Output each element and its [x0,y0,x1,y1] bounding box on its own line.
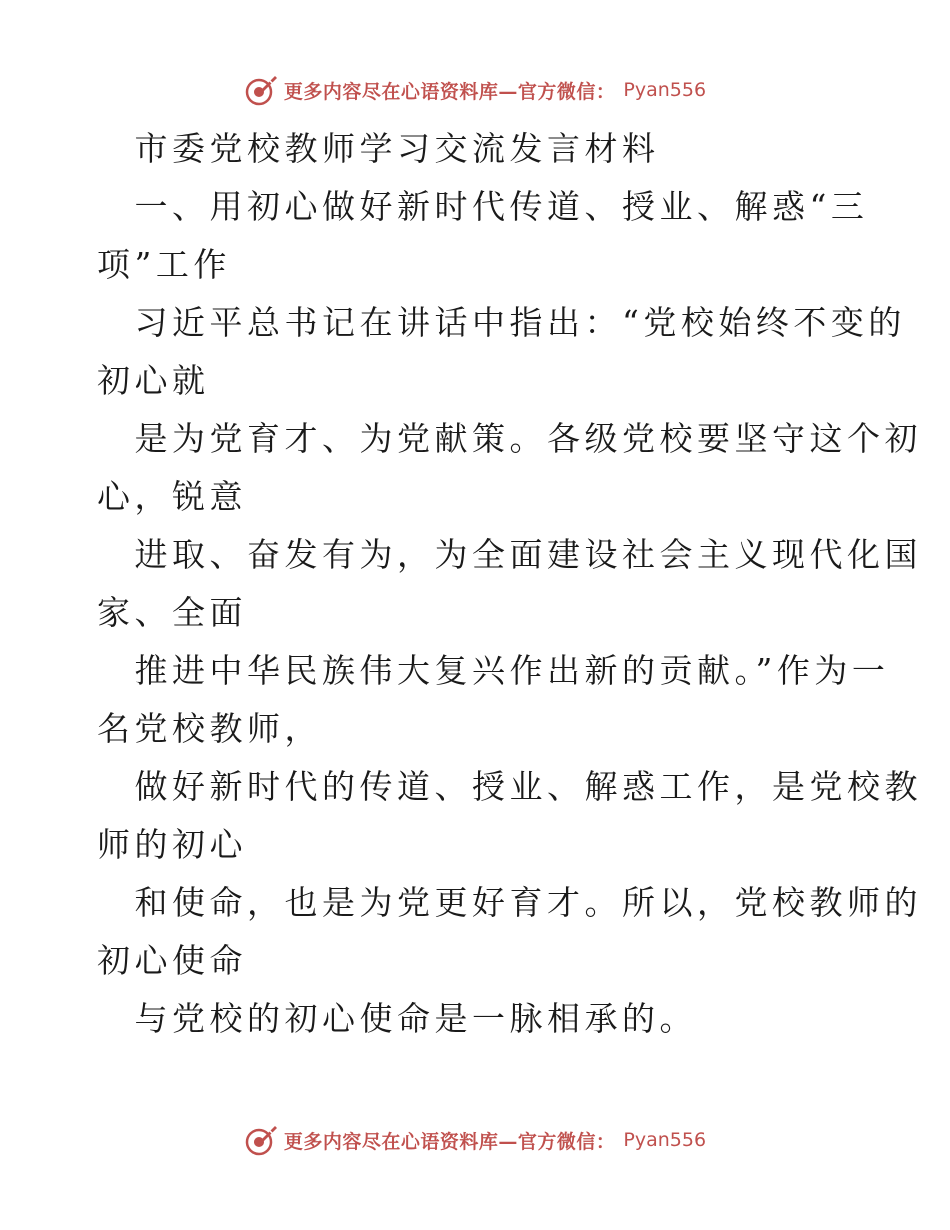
paragraph-line: 家、全面 [97,593,247,632]
paragraph-line: 初心使命 [97,941,247,980]
watermark-wechat-id: Pyan556 [623,79,707,101]
quill-seal-icon [244,73,278,107]
paragraph-line: 习近平总书记在讲话中指出：“党校始终不变的 [97,303,906,342]
footer-watermark [0,1120,950,1160]
paragraph-line: 是为党育才、为党献策。各级党校要坚守这个初 [97,419,922,458]
section-heading-line: 项”工作 [97,245,231,284]
paragraph-line: 做好新时代的传道、授业、解惑工作，是党校教 [97,767,922,806]
paragraph-line: 进取、奋发有为，为全面建设社会主义现代化国 [97,535,922,574]
paragraph-line: 和使命，也是为党更好育才。所以，党校教师的 [97,883,922,922]
paragraph-line: 心，锐意 [97,477,247,516]
quill-seal-icon [244,1123,278,1157]
paragraph-line: 名党校教师， [97,709,322,748]
watermark-text: 更多内容尽在心语资料库—官方微信： [283,1130,616,1153]
paragraph-line: 师的初心 [97,825,247,864]
header-watermark [0,70,950,110]
document-title: 市委党校教师学习交流发言材料 [97,129,660,168]
paragraph-line: 初心就 [97,361,210,400]
watermark-text: 更多内容尽在心语资料库—官方微信： [283,80,616,103]
paragraph-line: 推进中华民族伟大复兴作出新的贡献。”作为一 [97,651,890,690]
section-heading-line: 一、用初心做好新时代传道、授业、解惑“三 [97,187,869,226]
paragraph-line: 与党校的初心使命是一脉相承的。 [97,999,697,1038]
watermark-wechat-id: Pyan556 [623,1129,707,1151]
